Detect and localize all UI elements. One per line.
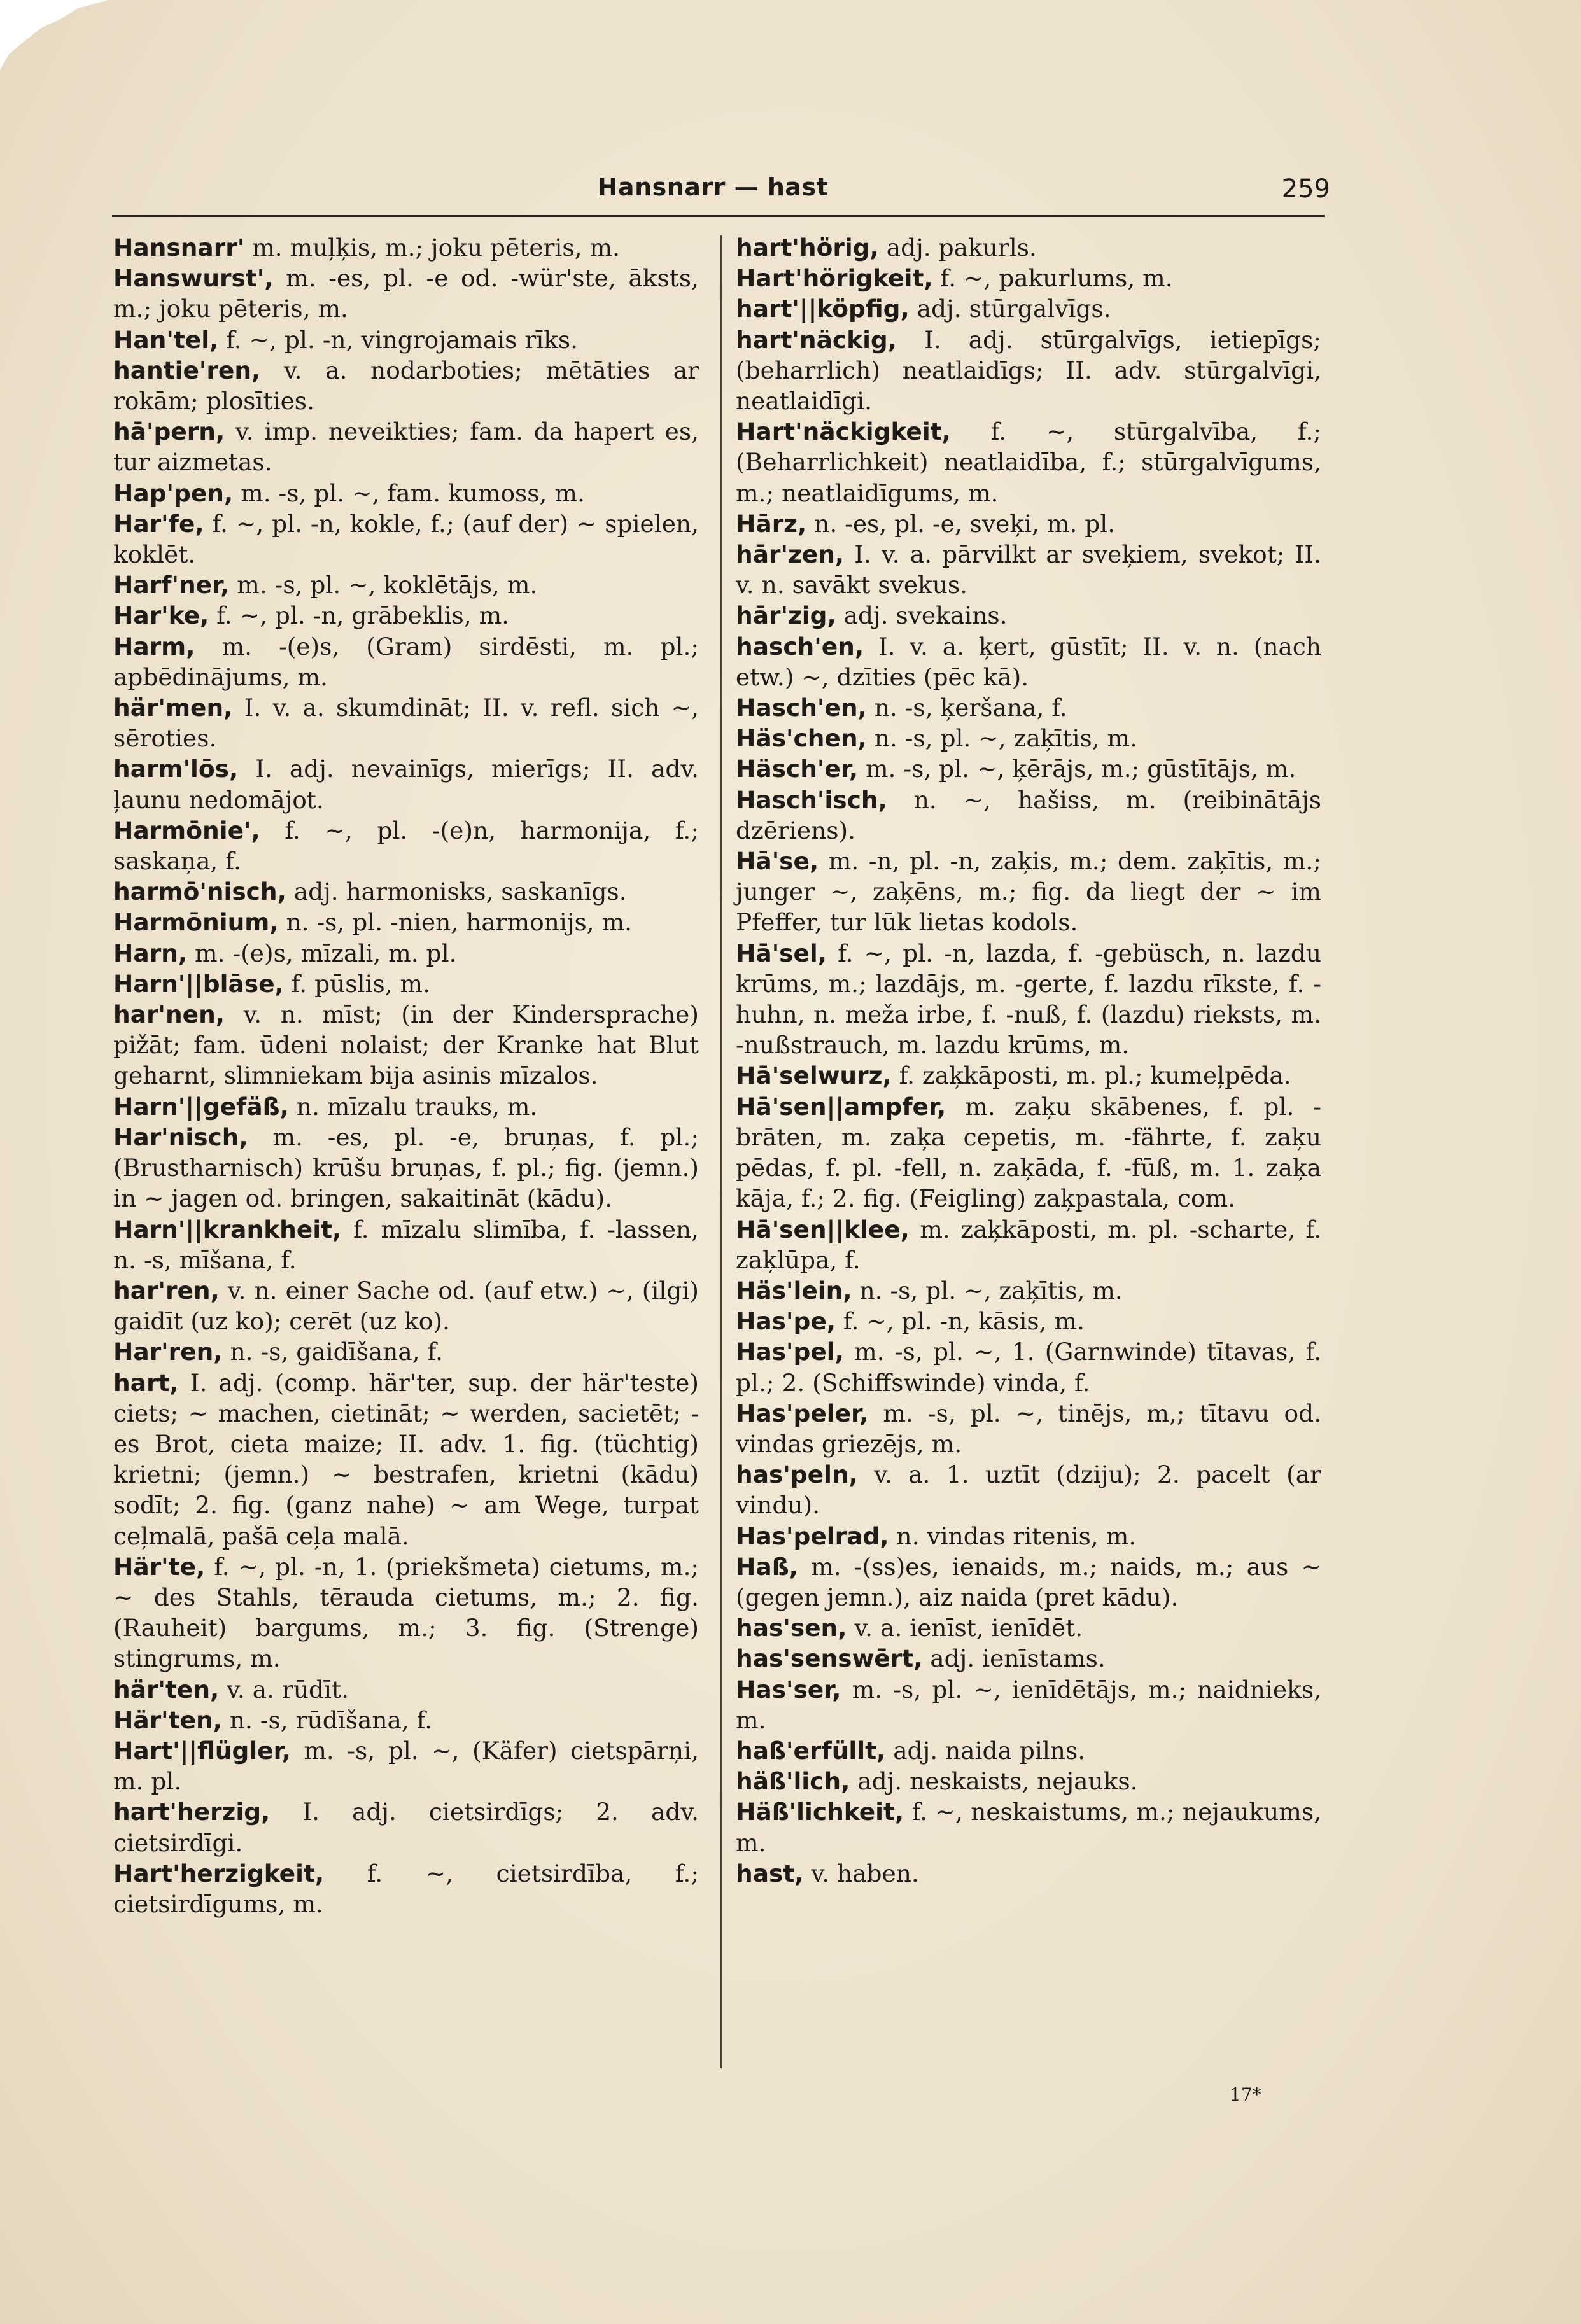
dictionary-entry — [113, 692, 699, 753]
headword: här'ten, — [113, 1675, 220, 1704]
headword: harmō'nisch, — [113, 878, 286, 906]
definition: f. ~, pl. -n, 1. (priekšmeta) cietums, m.; ~ des Stahls, tērauda cietums, m.; 2. fig. (Rauheit) bargums, m.; 3. fig. (Strenge) stingrums, m. — [113, 1552, 699, 1673]
dictionary-entry — [113, 1674, 699, 1705]
dictionary-entry — [736, 1521, 1321, 1551]
dictionary-entry — [113, 631, 699, 692]
headword: Hā'se, — [736, 847, 819, 876]
dictionary-entry — [113, 876, 699, 907]
headword: Harn'||blāse, — [113, 969, 284, 998]
dictionary-entry — [113, 1705, 699, 1735]
dictionary-entry — [736, 1060, 1321, 1091]
definition: f. ~, pl. -n, kokle, f.; (auf der) ~ spielen, koklēt. — [113, 509, 699, 569]
headword: Harm, — [113, 632, 195, 661]
headword: hasch'en, — [736, 632, 864, 661]
headword: Haß, — [736, 1552, 798, 1581]
headword: här'men, — [113, 694, 233, 722]
headword: Harn, — [113, 939, 188, 967]
dictionary-entry — [113, 1858, 699, 1919]
dictionary-entry — [736, 785, 1321, 846]
dictionary-entry — [113, 355, 699, 416]
headword: has'peln, — [736, 1460, 858, 1489]
dictionary-entry — [113, 907, 699, 937]
headword: Harf'ner, — [113, 571, 230, 599]
dictionary-entry — [736, 416, 1321, 508]
definition: m. -(ss)es, ienaids, m.; naids, m.; aus ~ (gegen jemn.), aiz naida (pret kādu). — [736, 1552, 1321, 1611]
dictionary-entry — [736, 1643, 1321, 1674]
dictionary-entry — [113, 570, 699, 600]
definition: I. v. a. ķert, gūstīt; II. v. n. (nach etw.) ~, dzīties (pēc kā). — [736, 632, 1321, 691]
dictionary-entry — [113, 478, 699, 508]
dictionary-entry — [736, 1674, 1321, 1735]
definition: adj. naida pilns. — [885, 1736, 1086, 1765]
dictionary-entry — [736, 1336, 1321, 1397]
dictionary-entry — [736, 692, 1321, 723]
dictionary-entry — [113, 416, 699, 477]
definition: v. n. mīst; (in der Kindersprache) pižāt; fam. ūdeni nolaist; der Kranke hat Blut geharnt, slimniekam bija asinis mīzalos. — [113, 1000, 699, 1090]
headword: Här'te, — [113, 1552, 206, 1581]
dictionary-entry — [113, 753, 699, 815]
dictionary-entry — [113, 969, 699, 999]
dictionary-entry — [113, 232, 699, 263]
headword: Hasch'en, — [736, 694, 867, 722]
headword: Hart'näckigkeit, — [736, 417, 951, 446]
dictionary-entry — [736, 232, 1321, 263]
headword: har'ren, — [113, 1276, 220, 1305]
headword: Hart'herzigkeit, — [113, 1859, 325, 1887]
headword: Hart'||flügler, — [113, 1736, 291, 1765]
headword: Häß'lichkeit, — [736, 1798, 904, 1826]
definition: f. ~, pl. -n, lazda, f. -gebüsch, n. lazdu krūms, m.; lazdājs, m. -gerte, f. lazdu rīkste, f. -huhn, n. meža irbe, f. -nuß, f. (lazdu) rieksts, m. -nußstrauch, m. lazdu krūms, m. — [736, 939, 1321, 1060]
definition: I. adj. stūrgalvīgs, ietiepīgs; (beharrlich) neatlaidīgs; II. adv. stūrgalvīgi, neatlaidīgi. — [736, 325, 1321, 416]
headword: hā'pern, — [113, 417, 225, 446]
dictionary-entry — [113, 1091, 699, 1122]
definition: n. -s, rūdīšana, f. — [221, 1705, 433, 1734]
dictionary-entry — [113, 938, 699, 969]
definition: f. ~, pl. -n, kāsis, m. — [836, 1307, 1085, 1336]
dictionary-entry — [736, 1858, 1321, 1889]
definition: m. -(e)s, (Gram) sirdēsti, m. pl.; apbēdinājums, m. — [113, 632, 699, 691]
definition: n. -s, pl. ~, zaķītis, m. — [852, 1276, 1123, 1305]
page-header — [95, 173, 1330, 211]
headword: Hā'selwurz, — [736, 1061, 892, 1090]
headword: Hārz, — [736, 509, 807, 538]
dictionary-entry — [113, 999, 699, 1091]
running-head: Hansnarr — hast — [597, 173, 829, 201]
definition: m. -s, pl. ~, fam. kumoss, m. — [233, 479, 585, 507]
headword: Hansnarr' — [113, 234, 245, 262]
headword: hart'herzig, — [113, 1798, 271, 1826]
headword: Has'pelrad, — [736, 1522, 889, 1550]
definition: n. ~, hašiss, m. (reibinātājs dzēriens). — [736, 785, 1321, 844]
definition: adj. harmonisks, saskanīgs. — [286, 878, 627, 906]
headword: Harmōnium, — [113, 908, 279, 937]
definition: m. -s, pl. ~, tinējs, m,; tītavu od. vindas griezējs, m. — [736, 1399, 1321, 1458]
dictionary-entry — [113, 1214, 699, 1275]
dictionary-entry — [736, 723, 1321, 753]
definition: n. -s, gaidīšana, f. — [222, 1338, 443, 1366]
headword: Harn'||krankheit, — [113, 1215, 342, 1243]
headword: Hā'sen||ampfer, — [736, 1092, 946, 1121]
definition: f. ~, pakurlums, m. — [932, 264, 1173, 293]
definition: adj. svekains. — [836, 601, 1008, 630]
definition: v. a. nodarboties; mētāties ar rokām; plosīties. — [113, 356, 699, 416]
definition: m. zaķkāposti, m. pl. -scharte, f. zaķlūpa, f. — [736, 1215, 1321, 1274]
definition: v. a. 1. uztīt (dziju); 2. pacelt (ar vindu). — [736, 1460, 1321, 1520]
dictionary-entry — [736, 1766, 1321, 1796]
headword: has'sen, — [736, 1614, 847, 1642]
dictionary-entry — [113, 1122, 699, 1214]
headword: Har'ke, — [113, 601, 209, 630]
headword: har'nen, — [113, 1000, 225, 1029]
headword: Här'ten, — [113, 1705, 222, 1734]
headword: Har'nisch, — [113, 1123, 248, 1151]
definition: f. ~, pl. -(e)n, harmonija, f.; saskaņa, f. — [113, 816, 699, 876]
definition: f. ~, neskaistums, m.; nejaukums, m. — [736, 1798, 1321, 1857]
definition: I. adj. (comp. här'ter, sup. der här'teste) ciets; ~ machen, cietināt; ~ werden, sacietēt; -es Brot, cieta maize; II. adv. 1. fig. (tüchtig) krietni; (jemn.) ~ bestrafen, krietni (kādu) sodīt; 2. fig. (ganz nahe) ~ am Wege, turpat ceļmalā, pašā ceļa malā. — [113, 1368, 699, 1550]
headword: hantie'ren, — [113, 356, 261, 384]
headword: hart'hörig, — [736, 234, 879, 262]
headword: Harn'||gefäß, — [113, 1092, 289, 1121]
definition: n. -s, pl. ~, zaķītis, m. — [866, 724, 1138, 753]
definition: n. -es, pl. -e, sveķi, m. pl. — [806, 509, 1116, 538]
dictionary-entry — [736, 1796, 1321, 1858]
dictionary-entry — [113, 1796, 699, 1858]
definition: I. v. a. pārvilkt ar sveķiem, svekot; II. v. n. savākt svekus. — [736, 540, 1321, 599]
headword: Hart'hörigkeit, — [736, 264, 933, 293]
dictionary-entry — [736, 1214, 1321, 1275]
definition: m. -(e)s, mīzali, m. pl. — [187, 939, 457, 967]
headword: harm'lōs, — [113, 755, 239, 783]
definition: n. -s, pl. -nien, harmonijs, m. — [278, 908, 633, 937]
signature-mark: 17* — [1230, 2084, 1261, 2105]
headword: hār'zen, — [736, 540, 845, 569]
definition: f. mīzalu slimība, f. -lassen, n. -s, mīšana, f. — [113, 1215, 699, 1274]
definition: n. -s, ķeršana, f. — [866, 694, 1067, 722]
dictionary-entry — [736, 1735, 1321, 1766]
definition: n. vindas ritenis, m. — [889, 1522, 1137, 1550]
definition: m. -s, pl. ~, koklētājs, m. — [229, 571, 538, 599]
definition: I. adj. cietsirdīgs; 2. adv. cietsirdīgi. — [113, 1798, 699, 1857]
headword: Hanswurst', — [113, 264, 274, 293]
headword: Has'ser, — [736, 1675, 841, 1704]
headword: hart, — [113, 1368, 179, 1397]
dictionary-entry — [736, 539, 1321, 600]
definition: f. ~, stūrgalvība, f.; (Beharrlichkeit) neatlaidība, f.; stūrgalvīgums, m.; neatlaidīgums, m. — [736, 417, 1321, 507]
dictionary-entry — [736, 631, 1321, 692]
headword: Har'fe, — [113, 509, 204, 538]
dictionary-entry — [113, 508, 699, 570]
definition: adj. ienīstams. — [922, 1644, 1106, 1673]
dictionary-entry — [736, 1613, 1321, 1643]
torn-corner — [0, 0, 108, 70]
headword: Hap'pen, — [113, 479, 234, 507]
headword: Han'tel, — [113, 325, 219, 354]
definition: n. mīzalu trauks, m. — [288, 1092, 538, 1121]
definition: m. -es, pl. -e od. -wür'ste, āksts, m.; joku pēteris, m. — [113, 264, 699, 323]
dictionary-entry — [113, 1336, 699, 1367]
definition: v. haben. — [803, 1859, 919, 1887]
definition: m. -es, pl. -e, bruņas, f. pl.; (Brustharnisch) krūšu bruņas, f. pl.; fig. (jemn.) in ~ jagen od. bringen, sakaitināt (kādu). — [113, 1123, 699, 1213]
dictionary-entry — [736, 846, 1321, 938]
dictionary-entry — [113, 1551, 699, 1674]
definition: m. muļķis, m.; joku pēteris, m. — [244, 234, 620, 262]
definition: f. pūslis, m. — [283, 969, 431, 998]
definition: m. -s, pl. ~, ķērājs, m.; gūstītājs, m. — [858, 755, 1296, 783]
dictionary-entry — [113, 1735, 699, 1796]
definition: f. zaķkāposti, m. pl.; kumeļpēda. — [891, 1061, 1291, 1090]
dictionary-entry — [736, 1459, 1321, 1520]
right-column — [736, 232, 1321, 1889]
definition: adj. pakurls. — [878, 234, 1037, 262]
column-divider — [720, 235, 722, 2068]
headword: hast, — [736, 1859, 804, 1887]
dictionary-entry — [736, 263, 1321, 293]
definition: f. ~, pl. -n, vingrojamais rīks. — [218, 325, 579, 354]
definition: v. a. ienīst, ienīdēt. — [847, 1614, 1083, 1642]
headword: haß'erfüllt, — [736, 1736, 886, 1765]
dictionary-entry — [113, 815, 699, 876]
definition: adj. neskaists, nejauks. — [850, 1767, 1138, 1796]
dictionary-entry — [736, 1275, 1321, 1306]
dictionary-entry — [113, 1275, 699, 1336]
headword: has'senswērt, — [736, 1644, 923, 1673]
dictionary-entry — [736, 600, 1321, 631]
headword: Has'pel, — [736, 1338, 844, 1366]
dictionary-entry — [736, 1551, 1321, 1613]
headword: Hā'sen||klee, — [736, 1215, 910, 1243]
headword: hart'||köpfig, — [736, 295, 910, 323]
headword: Hasch'isch, — [736, 785, 887, 814]
headword: Has'peler, — [736, 1399, 869, 1427]
header-rule — [112, 215, 1325, 217]
dictionary-entry — [736, 325, 1321, 417]
definition: m. -s, pl. ~, ienīdētājs, m.; naidnieks, m. — [736, 1675, 1321, 1734]
definition: f. ~, cietsirdība, f.; cietsirdīgums, m. — [113, 1859, 699, 1918]
definition: v. a. rūdīt. — [219, 1675, 349, 1704]
dictionary-entry — [113, 600, 699, 631]
left-column — [113, 232, 699, 1919]
headword: Häs'lein, — [736, 1276, 852, 1305]
headword: Har'ren, — [113, 1338, 223, 1366]
dictionary-entry — [113, 325, 699, 355]
dictionary-entry — [736, 1306, 1321, 1336]
page-number: 259 — [1281, 174, 1330, 204]
dictionary-entry — [113, 1368, 699, 1551]
definition: m. -n, pl. -n, zaķis, m.; dem. zaķītis, m.; junger ~, zaķēns, m.; fig. da liegt der ~ im Pfeffer, tur lūk lietas kodols. — [736, 847, 1321, 937]
definition: v. n. einer Sache od. (auf etw.) ~, (ilgi) gaidīt (uz ko); cerēt (uz ko). — [113, 1276, 699, 1336]
headword: hār'zig, — [736, 601, 836, 630]
definition: m. -s, pl. ~, (Käfer) cietspārņi, m. pl. — [113, 1736, 699, 1796]
definition: m. -s, pl. ~, 1. (Garnwinde) tītavas, f. pl.; 2. (Schiffswinde) vinda, f. — [736, 1338, 1321, 1397]
dictionary-entry — [736, 508, 1321, 539]
headword: Hā'sel, — [736, 939, 827, 967]
dictionary-entry — [736, 753, 1321, 784]
definition: adj. stūrgalvīgs. — [909, 295, 1111, 323]
headword: Has'pe, — [736, 1307, 836, 1336]
definition: I. v. a. skumdināt; II. v. refl. sich ~, sēroties. — [113, 694, 699, 753]
definition: f. ~, pl. -n, grābeklis, m. — [209, 601, 510, 630]
definition: I. adj. nevainīgs, mierīgs; II. adv. ļaunu nedomājot. — [113, 755, 699, 814]
dictionary-entry — [736, 1398, 1321, 1459]
headword: Häs'chen, — [736, 724, 867, 753]
headword: hart'näckig, — [736, 325, 897, 354]
headword: Harmōnie', — [113, 816, 260, 844]
headword: häß'lich, — [736, 1767, 850, 1796]
headword: Häsch'er, — [736, 755, 859, 783]
definition: v. imp. neveikties; fam. da hapert es, tur aizmetas. — [113, 417, 699, 477]
dictionary-entry — [736, 293, 1321, 324]
dictionary-entry — [113, 263, 699, 324]
definition: m. zaķu skābenes, f. pl. -brāten, m. zaķa cepetis, m. -fährte, f. zaķu pēdas, f. pl. -fell, n. zaķāda, f. -fūß, m. 1. zaķa kāja, f.; 2. fig. (Feigling) zaķpastala, com. — [736, 1092, 1321, 1213]
dictionary-entry — [736, 938, 1321, 1061]
dictionary-entry — [736, 1091, 1321, 1214]
